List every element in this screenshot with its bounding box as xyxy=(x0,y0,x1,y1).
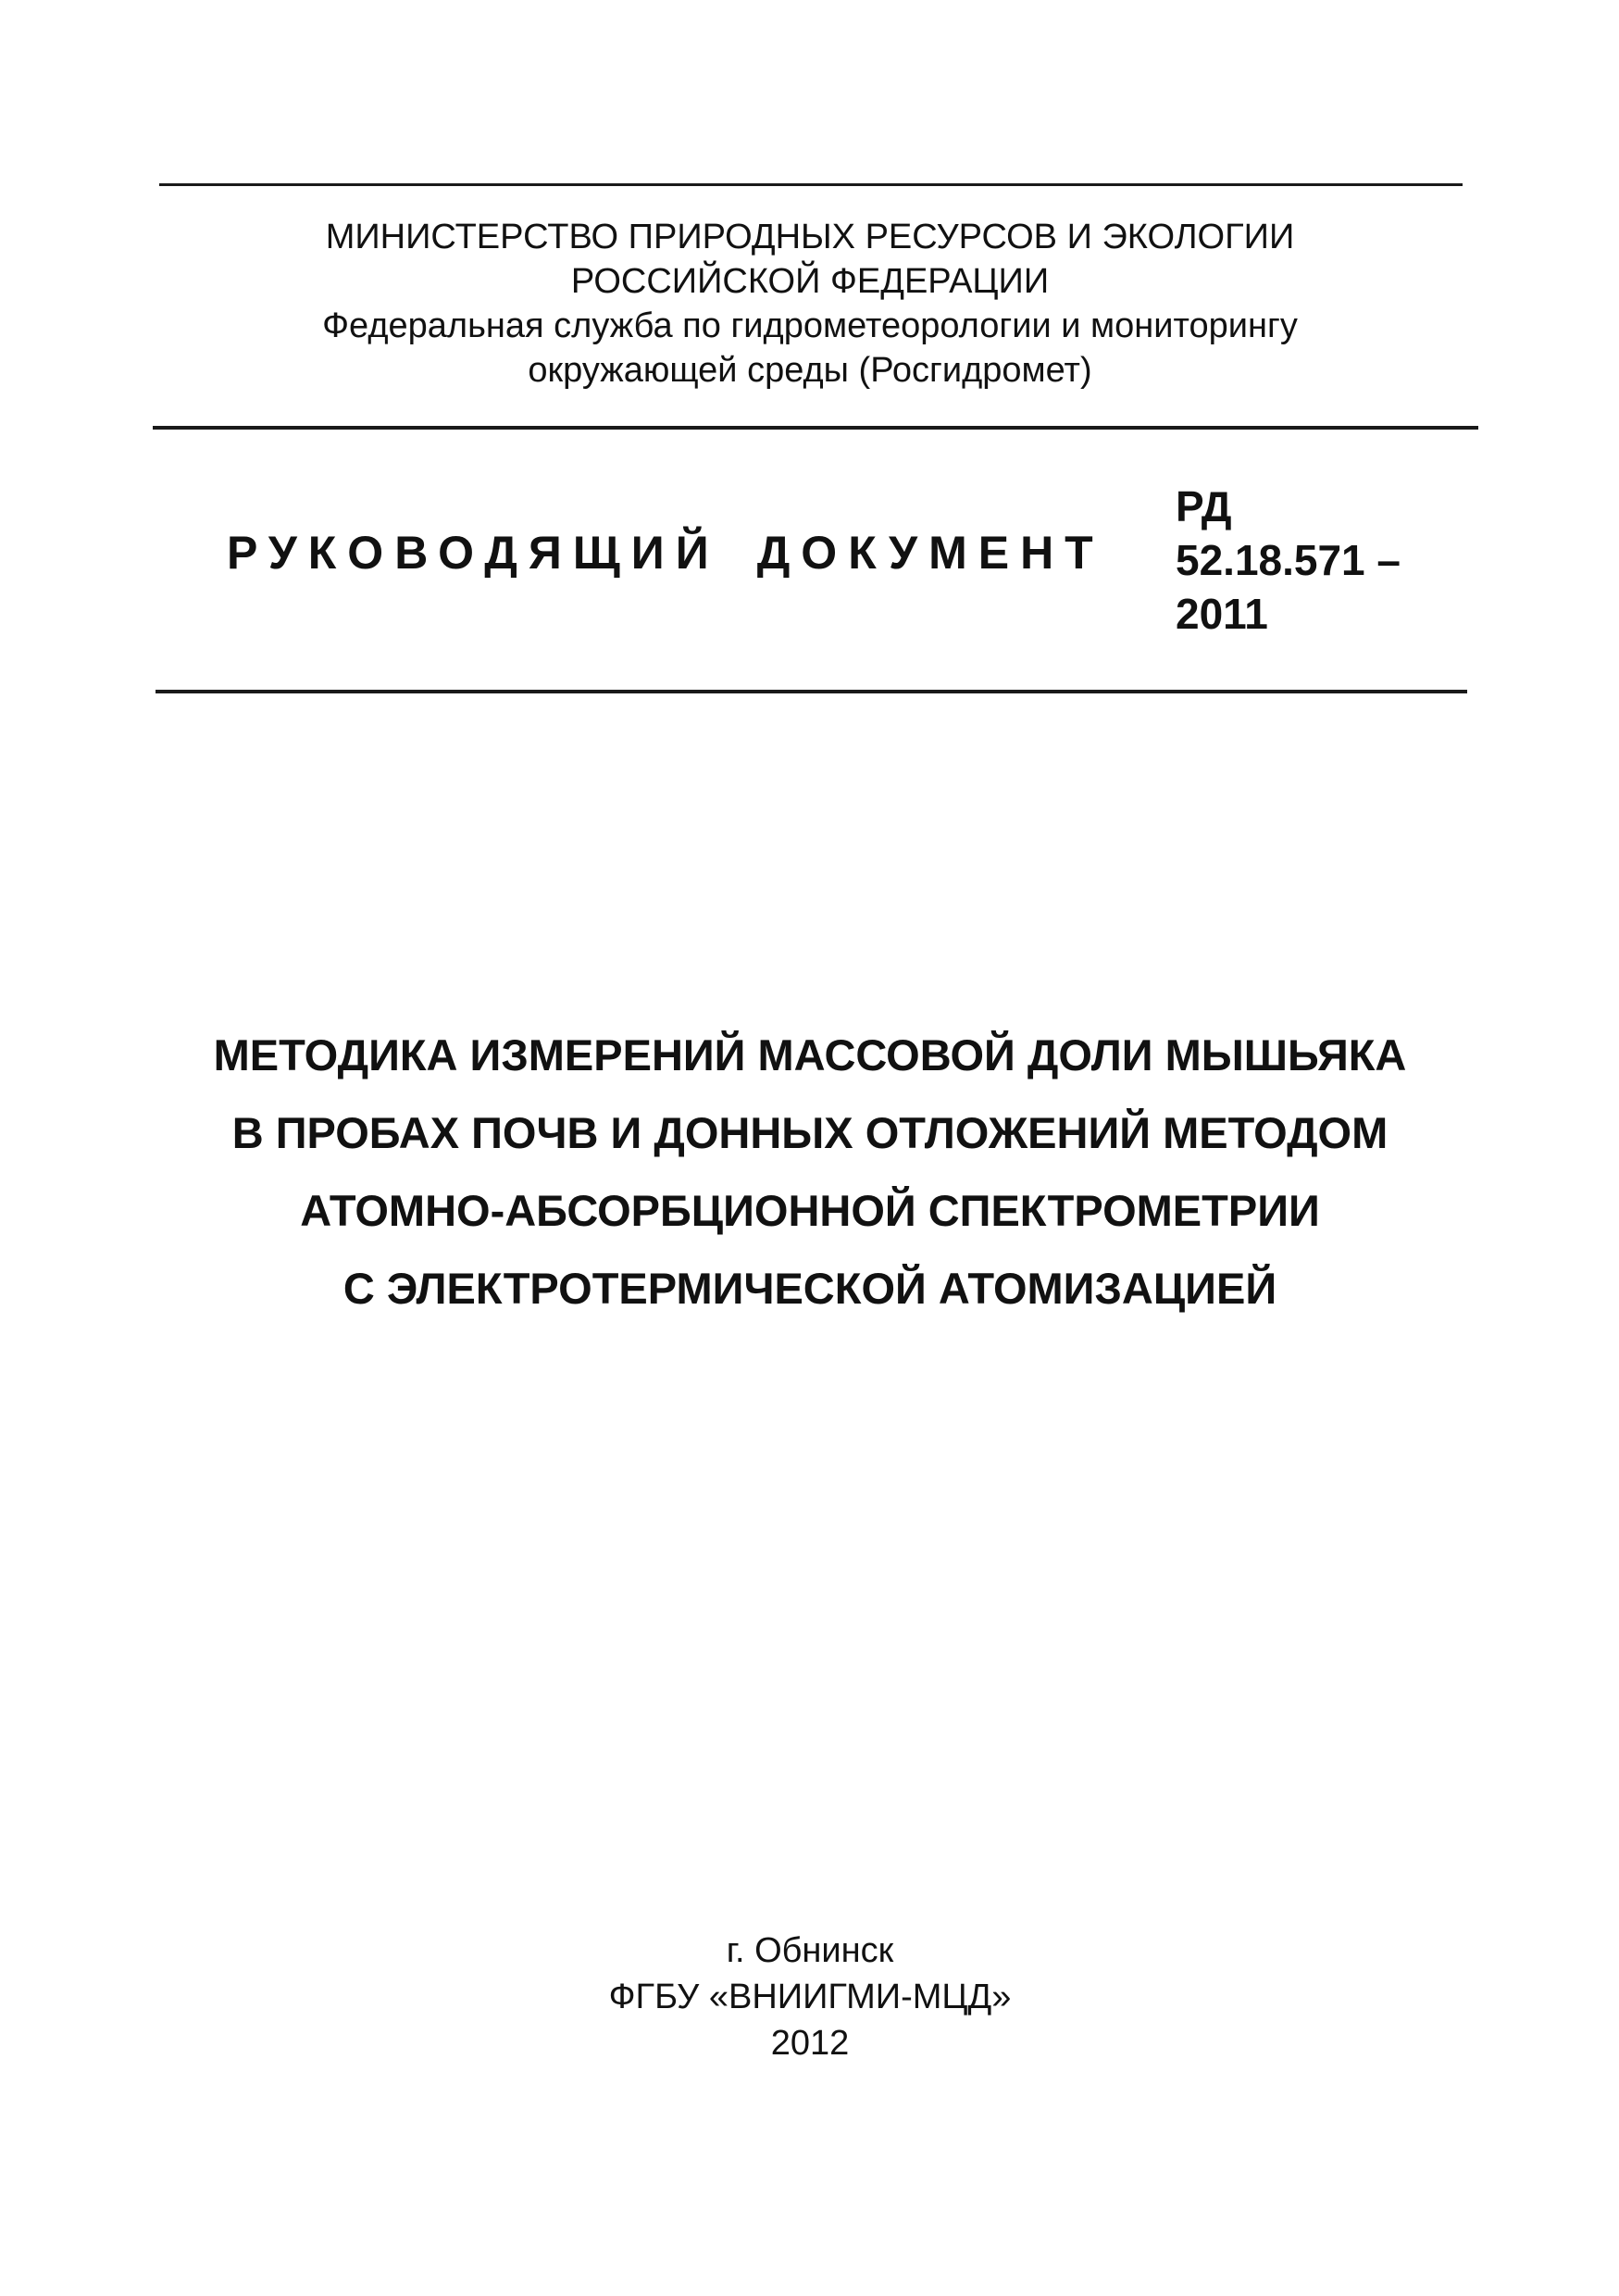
document-title xyxy=(162,1017,1458,1328)
document-number-code: 52.18.571 – xyxy=(1176,536,1401,584)
imprint-year: 2012 xyxy=(770,2024,850,2063)
ministry-header xyxy=(162,215,1458,393)
doc-type-bottom-rule xyxy=(156,690,1467,693)
service-line-1: Федеральная служба по гидрометеорологии и мониторингу xyxy=(322,306,1298,345)
ministry-line-1: МИНИСТЕРСТВО ПРИРОДНЫХ РЕСУРСОВ И ЭКОЛОГИИ xyxy=(325,218,1295,256)
title-line-4: С ЭЛЕКТРОТЕРМИЧЕСКОЙ АТОМИЗАЦИЕЙ xyxy=(342,1264,1277,1313)
document-type-word-1: РУКОВОДЯЩИЙ xyxy=(227,527,720,579)
header-bottom-rule xyxy=(153,426,1478,430)
title-line-2: В ПРОБАХ ПОЧВ И ДОННЫХ ОТЛОЖЕНИЙ МЕТОДОМ xyxy=(231,1108,1389,1157)
title-line-1: МЕТОДИКА ИЗМЕРЕНИЙ МАССОВОЙ ДОЛИ МЫШЬЯКА xyxy=(213,1030,1407,1079)
service-line-2: окружающей среды (Росгидромет) xyxy=(528,351,1092,390)
imprint-city: г. Обнинск xyxy=(726,1931,894,1970)
document-number-year: 2011 xyxy=(1176,590,1268,638)
document-number-prefix: РД xyxy=(1176,482,1232,530)
document-type xyxy=(227,526,1104,580)
document-type-word-2: ДОКУМЕНТ xyxy=(756,527,1104,579)
imprint xyxy=(532,1928,1088,2066)
ministry-line-2: РОССИЙСКОЙ ФЕДЕРАЦИИ xyxy=(570,262,1050,301)
title-line-3: АТОМНО-АБСОРБЦИОННОЙ СПЕКТРОМЕТРИИ xyxy=(300,1186,1320,1235)
imprint-publisher: ФГБУ «ВНИИГМИ-МЦД» xyxy=(608,1978,1012,2016)
document-number xyxy=(1176,480,1401,641)
top-rule xyxy=(159,183,1463,186)
